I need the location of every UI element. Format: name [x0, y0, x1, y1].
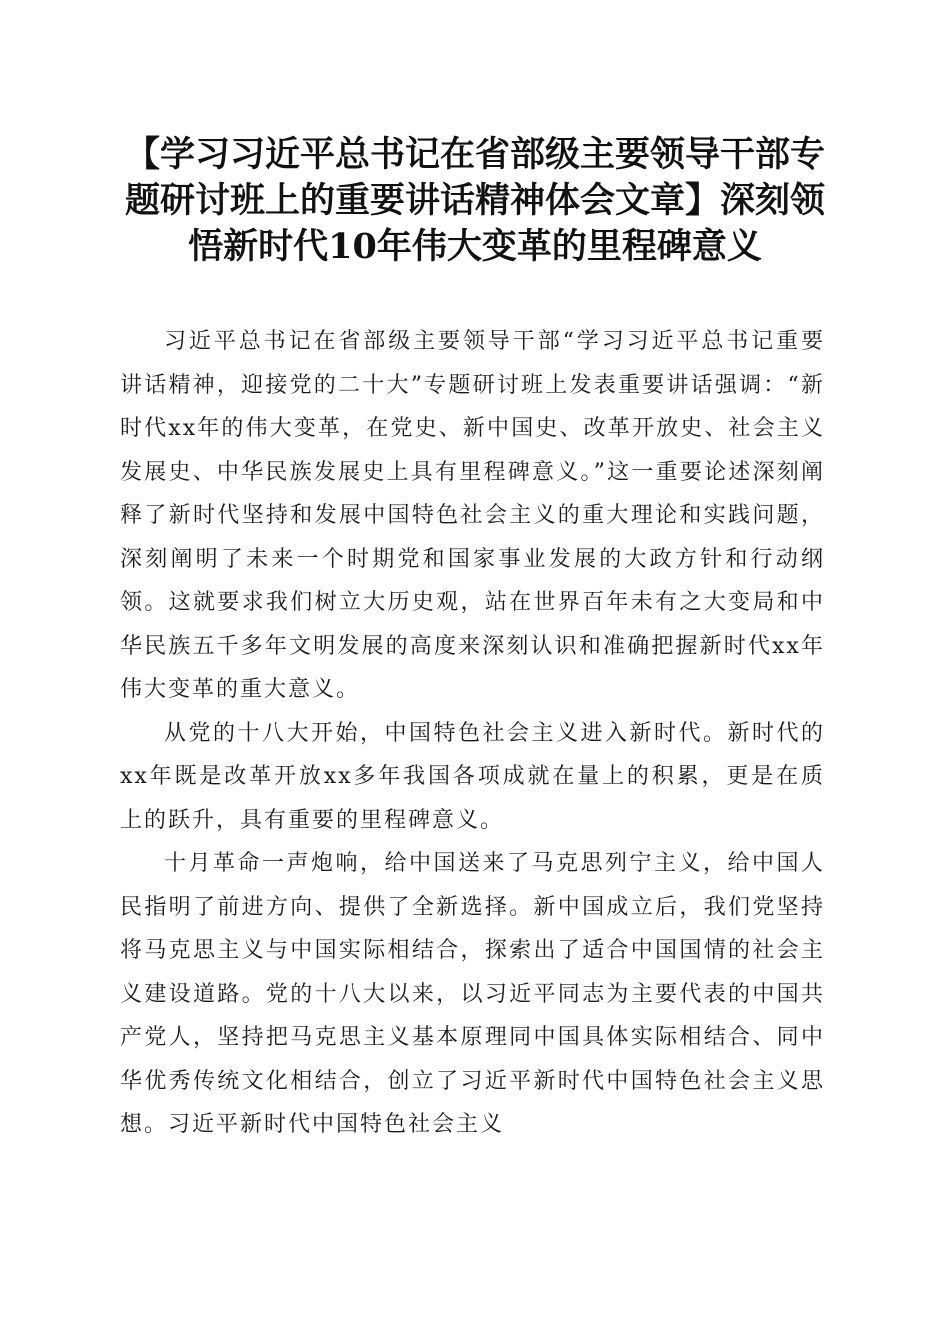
paragraph-2: 从党的十八大开始，中国特色社会主义进入新时代。新时代的xx年既是改革开放xx多年我国各项成就在量上的积累，更是在质上的跃升，具有重要的里程碑意义。 — [120, 720, 825, 833]
paragraph-3: 十月革命一声炮响，给中国送来了马克思列宁主义，给中国人民指明了前进方向、提供了全新选择。新中国成立后，我们党坚持将马克思主义与中国实际相结合，探索出了适合中国国情的社会主义建设道路。党的十八大以来，以习近平同志为主要代表的中国共产党人，坚持把马克思主义基本原理同中国具体实际相结合、同中华优秀传统文化相结合，创立了习近平新时代中国特色社会主义思想。习近平新时代中国特色社会主义 — [120, 851, 825, 1137]
document-title: 【学习习近平总书记在省部级主要领导干部专题研讨班上的重要讲话精神体会文章】深刻领悟新时代10年伟大变革的里程碑意义 — [124, 134, 825, 267]
document-body — [120, 320, 825, 1147]
paragraph-1: 习近平总书记在省部级主要领导干部“学习习近平总书记重要讲话精神，迎接党的二十大”专题研讨班上发表重要讲话强调：“新时代xx年的伟大变革，在党史、新中国史、改革开放史、社会主义发展史、中华民族发展史上具有里程碑意义。”这一重要论述深刻阐释了新时代坚持和发展中国特色社会主义的重大理论和实践问题，深刻阐明了未来一个时期党和国家事业发展的大政方针和行动纲领。这就要求我们树立大历史观，站在世界百年未有之大变局和中华民族五千多年文明发展的高度来深刻认识和准确把握新时代xx年伟大变革的重大意义。 — [120, 329, 825, 702]
